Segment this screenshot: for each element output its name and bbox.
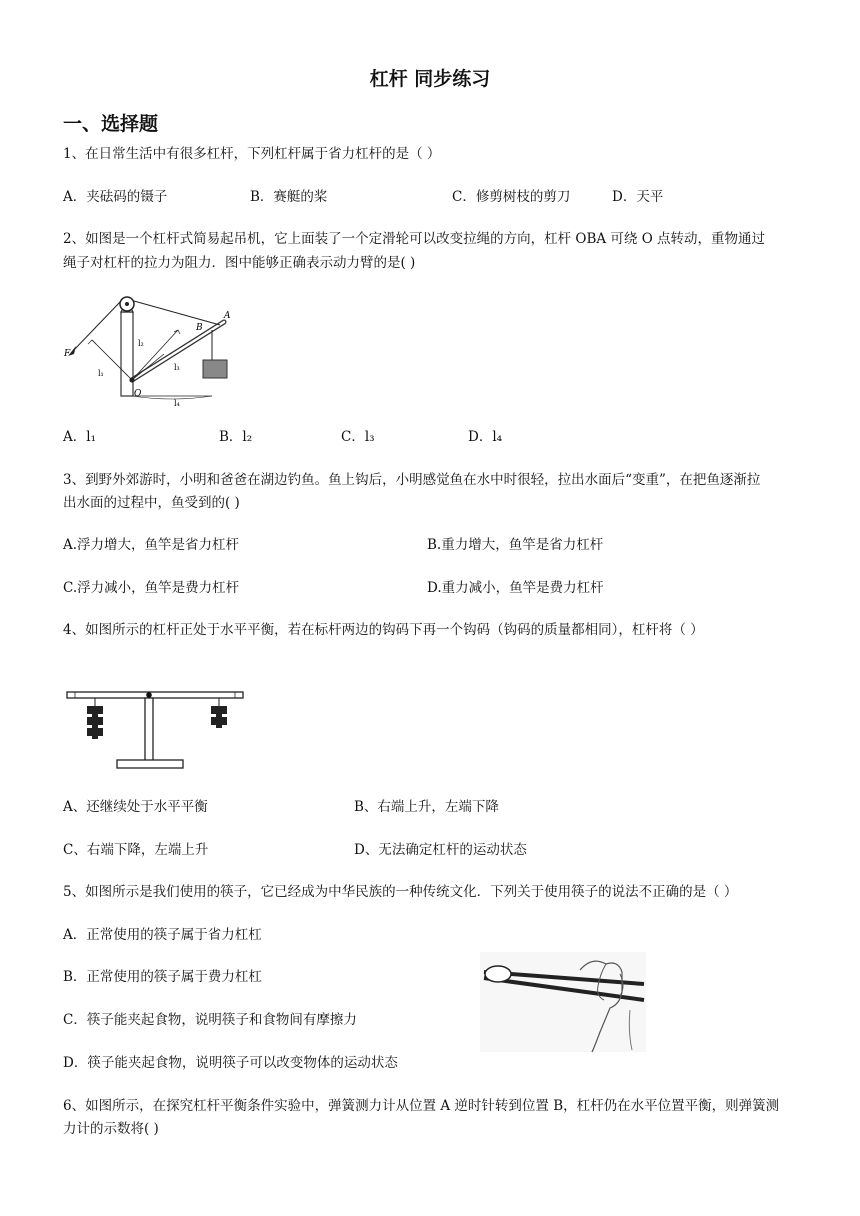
question-5-option-b: B．正常使用的筷子属于费力杠杠 (63, 969, 262, 985)
question-2-option-a: A．l₁ (63, 429, 96, 445)
question-1-option-d: D．天平 (612, 189, 664, 205)
question-2-stem-line1: 2、如图是一个杠杆式简易起吊机，它上面装了一个定滑轮可以改变拉绳的方向，杠杆 OBA 可绕 O 点转动，重物通过 (63, 231, 766, 247)
question-4-stem: 4、如图所示的杠杆正处于水平平衡，若在标杆两边的钩码下再一个钩码（钩码的质量都相同），杠杆将（ ） (63, 622, 704, 638)
question-4-option-d: D、无法确定杠杆的运动状态 (354, 842, 527, 858)
question-3-option-b: B.重力增大，鱼竿是省力杠杆 (427, 537, 604, 553)
fig-label-o: O (134, 389, 142, 399)
question-2-option-c: C．l₃ (341, 429, 375, 445)
fig-label-a: A (224, 311, 231, 321)
fig-label-b: B (196, 323, 203, 333)
question-1-option-b: B．赛艇的桨 (250, 189, 328, 205)
fig-label-l3: l₃ (174, 363, 180, 372)
fig-label-l4: l₄ (174, 399, 180, 407)
question-4-option-b: B、右端上升，左端下降 (354, 799, 499, 815)
fig-label-f: F (64, 349, 71, 359)
question-5-option-a: A．正常使用的筷子属于省力杠杠 (63, 927, 262, 943)
question-1-option-c: C．修剪树枝的剪刀 (452, 189, 571, 205)
question-5-option-d: D．筷子能夹起食物，说明筷子可以改变物体的运动状态 (63, 1055, 398, 1071)
crane-lever-figure (62, 292, 247, 407)
question-4-option-c: C、右端下降，左端上升 (63, 842, 209, 858)
question-3-stem-line1: 3、到野外郊游时，小明和爸爸在湖边钓鱼。鱼上钩后，小明感觉鱼在水中时很轻，拉出水面后“变重”，在把鱼逐渐拉 (63, 472, 761, 488)
question-5-stem: 5、如图所示是我们使用的筷子，它已经成为中华民族的一种传统文化．下列关于使用筷子的说法不正确的是（ ） (63, 884, 738, 900)
question-1-option-a: A．夹砝码的镊子 (63, 189, 168, 205)
fig-label-l2: l₂ (138, 339, 144, 348)
question-2-option-b: B．l₂ (219, 429, 253, 445)
question-4-option-a: A、还继续处于水平平衡 (63, 799, 208, 815)
question-3-option-c: C.浮力减小，鱼竿是费力杠杆 (63, 580, 240, 596)
question-6-stem-line1: 6、如图所示，在探究杠杆平衡条件实验中，弹簧测力计从位置 A 逆时针转到位置 B，杠杆仍在水平位置平衡，则弹簧测 (63, 1098, 780, 1114)
question-3-option-a: A.浮力增大，鱼竿是省力杠杆 (63, 537, 240, 553)
question-3-stem-line2: 出水面的过程中，鱼受到的( ) (63, 495, 240, 511)
balance-lever-figure (65, 680, 247, 772)
question-3-option-d: D.重力减小，鱼竿是费力杠杆 (427, 580, 604, 596)
question-2-option-d: D．l₄ (468, 429, 503, 445)
fig-label-l1: l₁ (98, 369, 104, 378)
question-2-stem-line2: 绳子对杠杆的拉力为阻力．图中能够正确表示动力臂的是( ) (63, 255, 416, 271)
section-heading: 一、选择题 (63, 113, 159, 135)
question-6-stem-line2: 力计的示数将( ) (63, 1121, 159, 1137)
page-title: 杠杆 同步练习 (369, 68, 491, 90)
chopsticks-figure (480, 952, 646, 1052)
question-5-option-c: C．筷子能夹起食物，说明筷子和食物间有摩擦力 (63, 1012, 357, 1028)
question-1-stem: 1、在日常生活中有很多杠杆，下列杠杆属于省力杠杆的是（ ） (63, 146, 441, 162)
